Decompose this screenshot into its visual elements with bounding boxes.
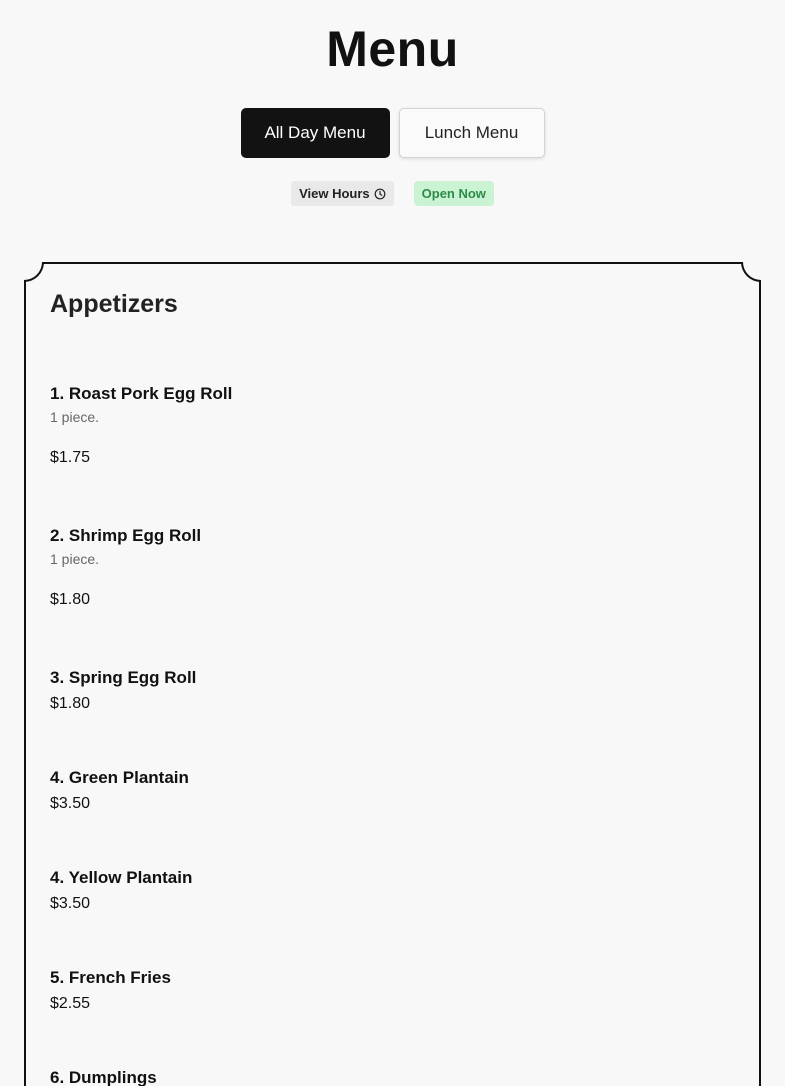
view-hours-label: View Hours — [299, 186, 370, 201]
menu-item-name: 3. Spring Egg Roll — [50, 668, 197, 687]
section-title: Appetizers — [50, 290, 178, 318]
menu-item[interactable] — [50, 667, 196, 715]
menu-item[interactable] — [50, 767, 189, 815]
menu-item[interactable] — [50, 967, 171, 1015]
menu-item-price: $3.50 — [50, 795, 91, 812]
menu-item[interactable] — [50, 1067, 157, 1086]
card-corner-left — [24, 262, 44, 282]
tab-lunch-menu[interactable]: Lunch Menu — [399, 108, 545, 158]
menu-item-description: 1 piece. — [50, 409, 100, 425]
menu-item-price: $2.55 — [50, 995, 91, 1012]
page-title: Menu — [326, 21, 459, 77]
open-now-badge: Open Now — [414, 181, 494, 206]
view-hours-button[interactable] — [291, 181, 394, 206]
menu-item-name: 2. Shrimp Egg Roll — [50, 526, 202, 545]
status-row — [0, 181, 785, 206]
clock-icon — [374, 188, 386, 200]
appetizers-card — [24, 262, 761, 1086]
menu-item[interactable] — [50, 867, 192, 915]
menu-item-price: $1.75 — [50, 449, 91, 466]
menu-item-name: 4. Yellow Plantain — [50, 868, 193, 887]
menu-item-description: 1 piece. — [50, 551, 100, 567]
menu-item-name: 6. Dumplings — [50, 1068, 157, 1086]
card-corner-right — [741, 262, 761, 282]
menu-item[interactable] — [50, 525, 201, 611]
menu-item-name: 1. Roast Pork Egg Roll — [50, 384, 233, 403]
menu-item-name: 4. Green Plantain — [50, 768, 189, 787]
menu-item[interactable] — [50, 383, 232, 469]
tab-all-day-menu[interactable]: All Day Menu — [241, 108, 390, 158]
menu-item-price: $1.80 — [50, 591, 91, 608]
menu-tabs — [0, 108, 785, 158]
menu-item-price: $3.50 — [50, 895, 91, 912]
menu-item-name: 5. French Fries — [50, 968, 171, 987]
menu-item-price: $1.80 — [50, 695, 91, 712]
